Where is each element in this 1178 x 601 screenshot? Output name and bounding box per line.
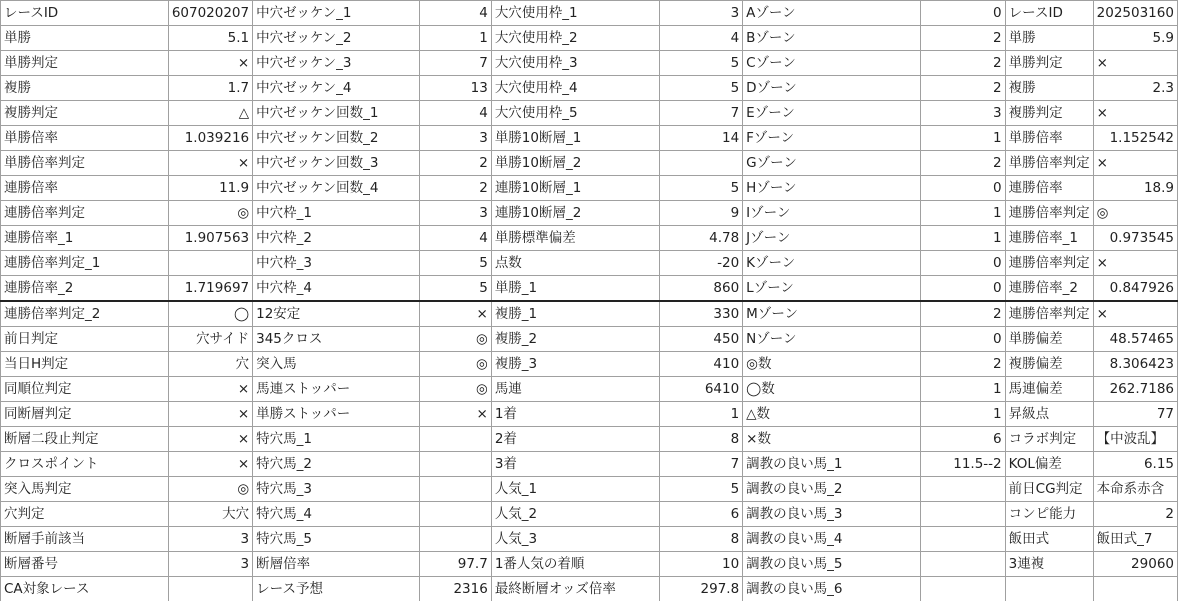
cell-value-d[interactable]: 0 <box>920 176 1005 201</box>
cell-value-e[interactable]: × <box>1093 51 1177 76</box>
cell-label-b[interactable]: 特穴馬_4 <box>253 502 420 527</box>
cell-label-b[interactable]: 中穴ゼッケン_3 <box>253 51 420 76</box>
cell-label-d[interactable]: Nゾーン <box>743 327 920 352</box>
cell-label-b[interactable]: 特穴馬_1 <box>253 427 420 452</box>
cell-value-d[interactable]: 1 <box>920 226 1005 251</box>
cell-value-d[interactable] <box>920 477 1005 502</box>
cell-value-b[interactable] <box>419 477 491 502</box>
cell-label-a[interactable]: 連勝倍率_1 <box>1 226 169 251</box>
cell-label-c[interactable]: 1着 <box>491 402 660 427</box>
cell-value-b[interactable]: 4 <box>419 226 491 251</box>
cell-label-e[interactable]: 昇級点 <box>1005 402 1093 427</box>
cell-value-b[interactable]: 2316 <box>419 577 491 601</box>
cell-value-c[interactable]: 297.8 <box>660 577 743 601</box>
cell-label-c[interactable]: 馬連 <box>491 377 660 402</box>
cell-value-b[interactable] <box>419 527 491 552</box>
cell-value-e[interactable]: 0.973545 <box>1093 226 1177 251</box>
cell-value-c[interactable]: 10 <box>660 552 743 577</box>
cell-label-a[interactable]: 連勝倍率_2 <box>1 276 169 302</box>
cell-value-c[interactable]: 330 <box>660 301 743 327</box>
cell-value-a[interactable]: × <box>168 151 252 176</box>
cell-label-e[interactable]: 3連複 <box>1005 552 1093 577</box>
cell-label-e[interactable]: 単勝 <box>1005 26 1093 51</box>
cell-label-a[interactable]: CA対象レース <box>1 577 169 601</box>
cell-value-e[interactable]: 18.9 <box>1093 176 1177 201</box>
cell-value-c[interactable]: 9 <box>660 201 743 226</box>
cell-label-b[interactable]: 突入馬 <box>253 352 420 377</box>
cell-label-e[interactable]: コンピ能力 <box>1005 502 1093 527</box>
cell-value-b[interactable]: 5 <box>419 251 491 276</box>
cell-value-b[interactable]: 2 <box>419 176 491 201</box>
cell-label-b[interactable]: 馬連ストッパー <box>253 377 420 402</box>
cell-label-e[interactable]: 単勝偏差 <box>1005 327 1093 352</box>
cell-label-d[interactable]: Bゾーン <box>743 26 920 51</box>
cell-value-e[interactable]: 29060 <box>1093 552 1177 577</box>
cell-label-e[interactable]: 複勝偏差 <box>1005 352 1093 377</box>
table-row <box>1 427 1178 452</box>
table-row <box>1 151 1178 176</box>
table-row <box>1 301 1178 327</box>
cell-label-b[interactable]: 中穴ゼッケン_2 <box>253 26 420 51</box>
cell-value-d[interactable]: 0 <box>920 276 1005 302</box>
cell-value-b[interactable]: 97.7 <box>419 552 491 577</box>
cell-value-c[interactable]: -20 <box>660 251 743 276</box>
cell-value-e[interactable]: 2.3 <box>1093 76 1177 101</box>
cell-value-c[interactable]: 1 <box>660 402 743 427</box>
cell-value-a[interactable]: 1.719697 <box>168 276 252 302</box>
cell-value-e[interactable]: 8.306423 <box>1093 352 1177 377</box>
cell-value-c[interactable]: 5 <box>660 76 743 101</box>
cell-label-c[interactable]: 大穴使用枠_3 <box>491 51 660 76</box>
cell-label-a[interactable]: 単勝 <box>1 26 169 51</box>
table-row <box>1 226 1178 251</box>
cell-value-b[interactable]: × <box>419 402 491 427</box>
cell-label-a[interactable]: 複勝判定 <box>1 101 169 126</box>
cell-label-e[interactable]: KOL偏差 <box>1005 452 1093 477</box>
cell-label-a[interactable]: 同順位判定 <box>1 377 169 402</box>
cell-value-a[interactable] <box>168 251 252 276</box>
cell-value-d[interactable]: 2 <box>920 51 1005 76</box>
cell-value-a[interactable]: 1.907563 <box>168 226 252 251</box>
cell-value-e[interactable]: 2 <box>1093 502 1177 527</box>
cell-value-c[interactable]: 860 <box>660 276 743 302</box>
cell-value-e[interactable]: × <box>1093 151 1177 176</box>
cell-label-a[interactable]: 連勝倍率 <box>1 176 169 201</box>
cell-value-e[interactable]: 本命系赤含 <box>1093 477 1177 502</box>
cell-label-b[interactable]: 中穴枠_1 <box>253 201 420 226</box>
cell-label-b[interactable]: 中穴枠_2 <box>253 226 420 251</box>
cell-value-d[interactable] <box>920 577 1005 601</box>
cell-label-c[interactable]: 大穴使用枠_1 <box>491 1 660 26</box>
cell-value-d[interactable]: 0 <box>920 251 1005 276</box>
cell-value-c[interactable]: 5 <box>660 51 743 76</box>
cell-value-a[interactable]: ◎ <box>168 477 252 502</box>
cell-label-e[interactable]: 複勝判定 <box>1005 101 1093 126</box>
cell-label-e[interactable]: 飯田式 <box>1005 527 1093 552</box>
cell-value-d[interactable]: 1 <box>920 126 1005 151</box>
cell-value-d[interactable]: 2 <box>920 301 1005 327</box>
cell-label-d[interactable]: ×数 <box>743 427 920 452</box>
cell-label-b[interactable]: 中穴枠_4 <box>253 276 420 302</box>
cell-label-a[interactable]: 前日判定 <box>1 327 169 352</box>
cell-label-c[interactable]: 大穴使用枠_2 <box>491 26 660 51</box>
cell-label-c[interactable]: 複勝_2 <box>491 327 660 352</box>
cell-label-d[interactable]: Hゾーン <box>743 176 920 201</box>
cell-value-c[interactable]: 450 <box>660 327 743 352</box>
cell-label-e[interactable] <box>1005 577 1093 601</box>
cell-label-d[interactable]: Fゾーン <box>743 126 920 151</box>
cell-label-b[interactable]: 中穴ゼッケン_1 <box>253 1 420 26</box>
cell-value-d[interactable] <box>920 527 1005 552</box>
cell-label-b[interactable]: 中穴ゼッケン回数_2 <box>253 126 420 151</box>
cell-value-c[interactable]: 410 <box>660 352 743 377</box>
cell-value-a[interactable]: 11.9 <box>168 176 252 201</box>
cell-label-e[interactable]: 連勝倍率_2 <box>1005 276 1093 302</box>
cell-label-d[interactable]: ◯数 <box>743 377 920 402</box>
cell-value-a[interactable]: × <box>168 377 252 402</box>
cell-label-d[interactable]: Kゾーン <box>743 251 920 276</box>
cell-label-d[interactable]: Jゾーン <box>743 226 920 251</box>
cell-label-d[interactable]: 調教の良い馬_2 <box>743 477 920 502</box>
cell-value-b[interactable]: 3 <box>419 201 491 226</box>
cell-label-a[interactable]: 連勝倍率判定_1 <box>1 251 169 276</box>
cell-value-d[interactable]: 1 <box>920 377 1005 402</box>
cell-value-d[interactable]: 11.5--2 <box>920 452 1005 477</box>
cell-value-b[interactable]: 4 <box>419 1 491 26</box>
cell-label-a[interactable]: 複勝 <box>1 76 169 101</box>
cell-label-c[interactable]: 人気_3 <box>491 527 660 552</box>
table-row <box>1 477 1178 502</box>
cell-value-b[interactable]: ◎ <box>419 352 491 377</box>
cell-label-c[interactable]: 2着 <box>491 427 660 452</box>
cell-label-c[interactable]: 単勝_1 <box>491 276 660 302</box>
table-row <box>1 352 1178 377</box>
table-row <box>1 201 1178 226</box>
cell-label-e[interactable]: 複勝 <box>1005 76 1093 101</box>
cell-label-e[interactable]: コラボ判定 <box>1005 427 1093 452</box>
cell-value-d[interactable]: 2 <box>920 76 1005 101</box>
cell-label-d[interactable]: △数 <box>743 402 920 427</box>
cell-value-d[interactable]: 1 <box>920 402 1005 427</box>
cell-value-d[interactable]: 1 <box>920 201 1005 226</box>
cell-value-c[interactable]: 7 <box>660 452 743 477</box>
cell-value-c[interactable]: 5 <box>660 176 743 201</box>
cell-label-e[interactable]: レースID <box>1005 1 1093 26</box>
cell-value-a[interactable]: ◯ <box>168 301 252 327</box>
cell-value-d[interactable]: 2 <box>920 352 1005 377</box>
cell-label-b[interactable]: 12安定 <box>253 301 420 327</box>
cell-label-d[interactable]: Dゾーン <box>743 76 920 101</box>
cell-label-d[interactable]: 調教の良い馬_5 <box>743 552 920 577</box>
cell-value-a[interactable]: 3 <box>168 527 252 552</box>
cell-value-e[interactable]: ◎ <box>1093 201 1177 226</box>
cell-label-c[interactable]: 単勝10断層_2 <box>491 151 660 176</box>
cell-value-c[interactable]: 4.78 <box>660 226 743 251</box>
cell-label-d[interactable]: Aゾーン <box>743 1 920 26</box>
cell-label-c[interactable]: 連勝10断層_2 <box>491 201 660 226</box>
cell-label-d[interactable]: 調教の良い馬_4 <box>743 527 920 552</box>
cell-label-a[interactable]: 同断層判定 <box>1 402 169 427</box>
cell-value-a[interactable]: × <box>168 427 252 452</box>
cell-value-a[interactable]: 607020207 <box>168 1 252 26</box>
cell-value-a[interactable]: 穴 <box>168 352 252 377</box>
cell-label-a[interactable]: クロスポイント <box>1 452 169 477</box>
cell-label-c[interactable]: 人気_2 <box>491 502 660 527</box>
cell-value-a[interactable]: 5.1 <box>168 26 252 51</box>
cell-label-b[interactable]: 特穴馬_3 <box>253 477 420 502</box>
cell-value-a[interactable]: 3 <box>168 552 252 577</box>
cell-label-a[interactable]: 当日H判定 <box>1 352 169 377</box>
cell-value-d[interactable] <box>920 552 1005 577</box>
table-row <box>1 26 1178 51</box>
cell-value-a[interactable]: × <box>168 402 252 427</box>
cell-value-a[interactable]: 1.7 <box>168 76 252 101</box>
cell-label-e[interactable]: 連勝倍率 <box>1005 176 1093 201</box>
cell-label-d[interactable]: Eゾーン <box>743 101 920 126</box>
cell-label-c[interactable]: 点数 <box>491 251 660 276</box>
cell-value-d[interactable]: 3 <box>920 101 1005 126</box>
cell-label-b[interactable]: レース予想 <box>253 577 420 601</box>
table-row <box>1 402 1178 427</box>
cell-label-a[interactable]: 連勝倍率判定 <box>1 201 169 226</box>
cell-label-e[interactable]: 馬連偏差 <box>1005 377 1093 402</box>
cell-label-e[interactable]: 単勝倍率 <box>1005 126 1093 151</box>
cell-label-b[interactable]: 345クロス <box>253 327 420 352</box>
cell-label-c[interactable]: 大穴使用枠_5 <box>491 101 660 126</box>
table-row <box>1 377 1178 402</box>
cell-value-e[interactable]: × <box>1093 251 1177 276</box>
cell-label-d[interactable]: Iゾーン <box>743 201 920 226</box>
table-row <box>1 327 1178 352</box>
cell-label-c[interactable]: 複勝_3 <box>491 352 660 377</box>
cell-label-e[interactable]: 単勝倍率判定 <box>1005 151 1093 176</box>
cell-label-d[interactable]: Lゾーン <box>743 276 920 302</box>
cell-value-b[interactable] <box>419 427 491 452</box>
table-row <box>1 126 1178 151</box>
cell-value-a[interactable]: × <box>168 452 252 477</box>
cell-label-c[interactable]: 単勝標準偏差 <box>491 226 660 251</box>
cell-value-b[interactable]: 2 <box>419 151 491 176</box>
cell-value-d[interactable]: 2 <box>920 26 1005 51</box>
cell-value-b[interactable] <box>419 502 491 527</box>
cell-value-b[interactable]: ◎ <box>419 377 491 402</box>
cell-value-b[interactable]: 4 <box>419 101 491 126</box>
cell-value-d[interactable] <box>920 502 1005 527</box>
cell-label-c[interactable]: 単勝10断層_1 <box>491 126 660 151</box>
cell-value-b[interactable]: 7 <box>419 51 491 76</box>
cell-label-c[interactable]: 3着 <box>491 452 660 477</box>
cell-value-b[interactable]: ◎ <box>419 327 491 352</box>
cell-label-a[interactable]: レースID <box>1 1 169 26</box>
cell-value-e[interactable]: × <box>1093 101 1177 126</box>
cell-label-a[interactable]: 連勝倍率判定_2 <box>1 301 169 327</box>
cell-value-a[interactable]: 穴サイド <box>168 327 252 352</box>
table-row <box>1 502 1178 527</box>
table-row <box>1 251 1178 276</box>
cell-value-e[interactable]: 飯田式_7 <box>1093 527 1177 552</box>
cell-value-e[interactable]: 5.9 <box>1093 26 1177 51</box>
cell-label-e[interactable]: 連勝倍率判定 <box>1005 301 1093 327</box>
cell-label-b[interactable]: 特穴馬_5 <box>253 527 420 552</box>
cell-value-e[interactable]: × <box>1093 301 1177 327</box>
table-row <box>1 577 1178 601</box>
cell-value-e[interactable]: 202503160 <box>1093 1 1177 26</box>
cell-value-c[interactable]: 7 <box>660 101 743 126</box>
cell-label-a[interactable]: 穴判定 <box>1 502 169 527</box>
cell-value-d[interactable]: 0 <box>920 327 1005 352</box>
table-row <box>1 176 1178 201</box>
cell-value-c[interactable]: 4 <box>660 26 743 51</box>
cell-label-e[interactable]: 前日CG判定 <box>1005 477 1093 502</box>
cell-label-d[interactable]: 調教の良い馬_6 <box>743 577 920 601</box>
cell-value-e[interactable]: 6.15 <box>1093 452 1177 477</box>
cell-value-b[interactable]: 5 <box>419 276 491 302</box>
cell-label-c[interactable]: 連勝10断層_1 <box>491 176 660 201</box>
cell-label-d[interactable]: ◎数 <box>743 352 920 377</box>
cell-label-b[interactable]: 中穴ゼッケン回数_3 <box>253 151 420 176</box>
cell-label-d[interactable]: 調教の良い馬_3 <box>743 502 920 527</box>
cell-label-d[interactable]: 調教の良い馬_1 <box>743 452 920 477</box>
cell-value-a[interactable]: 1.039216 <box>168 126 252 151</box>
table-row <box>1 552 1178 577</box>
cell-label-e[interactable]: 単勝判定 <box>1005 51 1093 76</box>
cell-label-c[interactable]: 人気_1 <box>491 477 660 502</box>
cell-value-a[interactable]: 大穴 <box>168 502 252 527</box>
cell-value-c[interactable]: 3 <box>660 1 743 26</box>
cell-label-b[interactable]: 単勝ストッパー <box>253 402 420 427</box>
cell-value-c[interactable] <box>660 151 743 176</box>
cell-value-e[interactable]: 1.152542 <box>1093 126 1177 151</box>
cell-value-a[interactable]: △ <box>168 101 252 126</box>
cell-value-e[interactable]: 262.7186 <box>1093 377 1177 402</box>
cell-value-a[interactable] <box>168 577 252 601</box>
cell-value-d[interactable]: 0 <box>920 1 1005 26</box>
table-row <box>1 101 1178 126</box>
table-row <box>1 1 1178 26</box>
cell-value-b[interactable] <box>419 452 491 477</box>
cell-value-c[interactable]: 8 <box>660 427 743 452</box>
cell-value-c[interactable]: 8 <box>660 527 743 552</box>
cell-label-c[interactable]: 複勝_1 <box>491 301 660 327</box>
cell-label-d[interactable]: Mゾーン <box>743 301 920 327</box>
cell-label-b[interactable]: 中穴ゼッケン回数_4 <box>253 176 420 201</box>
cell-value-a[interactable]: ◎ <box>168 201 252 226</box>
cell-label-d[interactable]: Gゾーン <box>743 151 920 176</box>
cell-value-a[interactable]: × <box>168 51 252 76</box>
cell-label-e[interactable]: 連勝倍率判定 <box>1005 201 1093 226</box>
cell-value-c[interactable]: 6410 <box>660 377 743 402</box>
cell-label-e[interactable]: 連勝倍率_1 <box>1005 226 1093 251</box>
cell-label-b[interactable]: 特穴馬_2 <box>253 452 420 477</box>
table-row <box>1 76 1178 101</box>
cell-value-b[interactable]: 3 <box>419 126 491 151</box>
cell-value-e[interactable]: 0.847926 <box>1093 276 1177 302</box>
cell-label-b[interactable]: 中穴ゼッケン_4 <box>253 76 420 101</box>
cell-label-d[interactable]: Cゾーン <box>743 51 920 76</box>
cell-label-a[interactable]: 単勝倍率判定 <box>1 151 169 176</box>
cell-value-c[interactable]: 5 <box>660 477 743 502</box>
cell-label-c[interactable]: 最終断層オッズ倍率 <box>491 577 660 601</box>
cell-label-b[interactable]: 中穴枠_3 <box>253 251 420 276</box>
table-row <box>1 51 1178 76</box>
cell-label-c[interactable]: 大穴使用枠_4 <box>491 76 660 101</box>
cell-label-c[interactable]: 1番人気の着順 <box>491 552 660 577</box>
cell-value-c[interactable]: 14 <box>660 126 743 151</box>
cell-value-e[interactable]: 77 <box>1093 402 1177 427</box>
cell-value-c[interactable]: 6 <box>660 502 743 527</box>
cell-value-d[interactable]: 2 <box>920 151 1005 176</box>
cell-label-a[interactable]: 単勝倍率 <box>1 126 169 151</box>
cell-label-b[interactable]: 中穴ゼッケン回数_1 <box>253 101 420 126</box>
cell-value-d[interactable]: 6 <box>920 427 1005 452</box>
cell-value-b[interactable]: × <box>419 301 491 327</box>
cell-label-a[interactable]: 断層二段止判定 <box>1 427 169 452</box>
cell-label-b[interactable]: 断層倍率 <box>253 552 420 577</box>
table-row <box>1 276 1178 302</box>
table-row <box>1 527 1178 552</box>
cell-label-a[interactable]: 断層番号 <box>1 552 169 577</box>
cell-value-e[interactable]: 48.57465 <box>1093 327 1177 352</box>
cell-value-e[interactable]: 【中波乱】 <box>1093 427 1177 452</box>
cell-label-e[interactable]: 連勝倍率判定 <box>1005 251 1093 276</box>
cell-value-e[interactable] <box>1093 577 1177 601</box>
cell-label-a[interactable]: 突入馬判定 <box>1 477 169 502</box>
cell-label-a[interactable]: 単勝判定 <box>1 51 169 76</box>
cell-value-b[interactable]: 1 <box>419 26 491 51</box>
cell-label-a[interactable]: 断層手前該当 <box>1 527 169 552</box>
table-row <box>1 452 1178 477</box>
cell-value-b[interactable]: 13 <box>419 76 491 101</box>
